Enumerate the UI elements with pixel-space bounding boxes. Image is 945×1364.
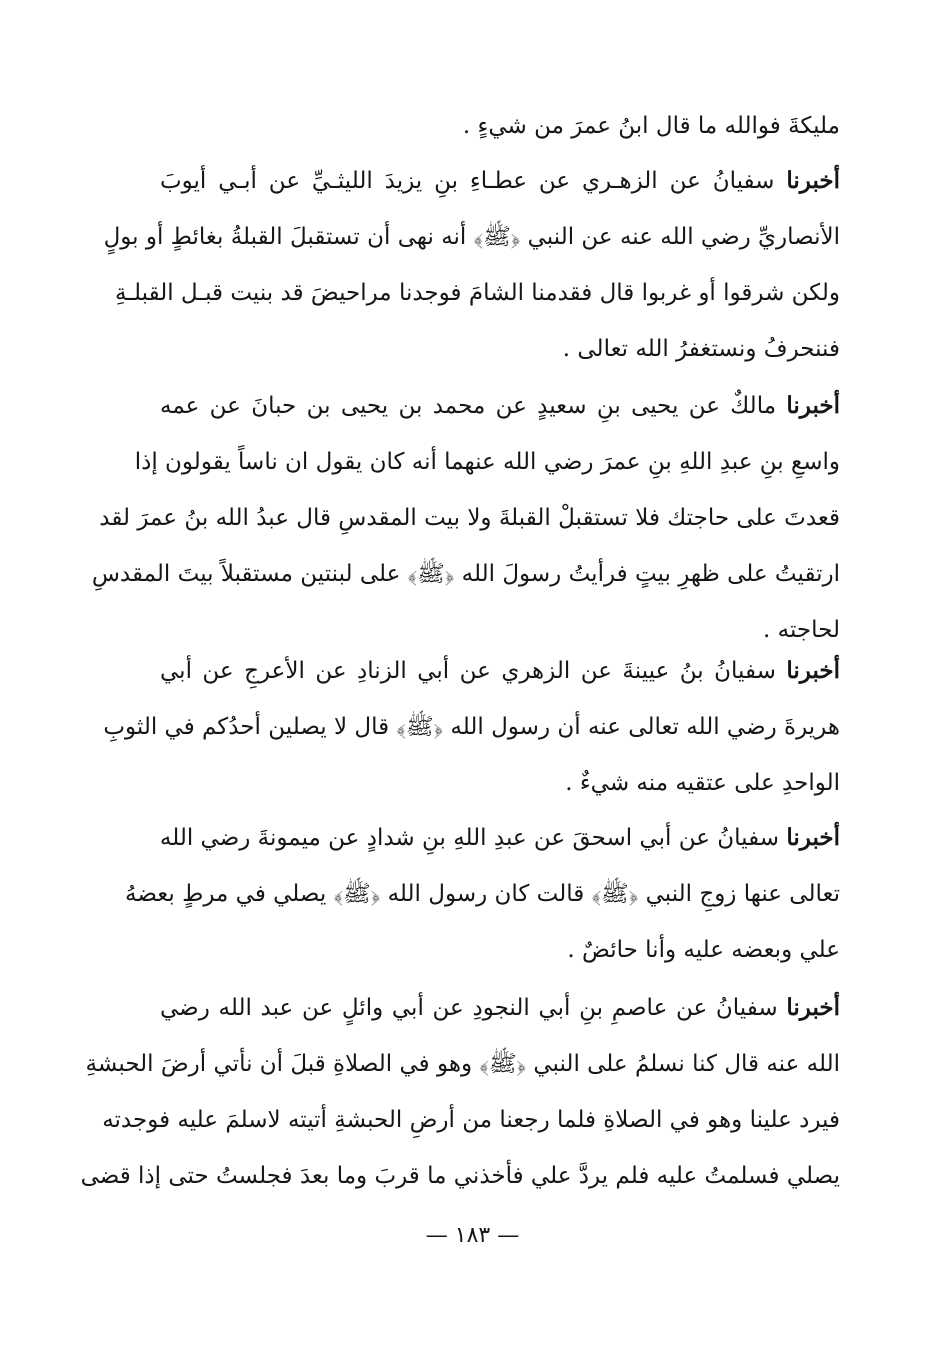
text-line [160, 980, 840, 1036]
text-line-content: سفيانُ بنُ عيينةَ عن الزهري عن أبي الزنادِ عن الأعرجِ عن أبي [160, 658, 776, 684]
hadith-paragraph-2 [91, 378, 841, 658]
text-line [160, 810, 840, 866]
text-line: مليكةَ فوالله ما قال ابنُ عمرَ من شيءٍ . [462, 113, 840, 139]
paragraph-lead: أخبرنا [786, 994, 841, 1021]
text-line: واسعِ بنِ عبدِ اللهِ بنِ عمرَ رضي الله عنهما أنه كان يقول ان ناساً يقولون إذا [134, 449, 840, 475]
hadith-paragraph-1 [103, 153, 840, 377]
text-line: لحاجته . [763, 617, 840, 643]
page-number: — ١٨٣ — [425, 1223, 520, 1248]
paragraph-lead: أخبرنا [786, 392, 841, 419]
text-line: ولكن شرقوا أو غربوا قال فقدمنا الشامَ فوجدنا مراحيضَ قد بنيت قبـل القبلـةِ [114, 280, 840, 306]
text-line: الله عنه قال كنا نسلمُ على النبي ﴿ﷺ﴾ وهو في الصلاةِ قبلَ أن نأتي أرضَ الحبشةِ [85, 1051, 840, 1077]
text-line-content: مالكٌ عن يحيى بنِ سعيدٍ عن محمد بن يحيى بن حبانَ عن عمه [160, 393, 777, 419]
hadith-paragraph-3 [103, 643, 840, 811]
text-line: علي وبعضه عليه وأنا حائضٌ . [567, 937, 840, 963]
text-line: الواحدِ على عتقيه منه شيءٌ . [565, 770, 840, 796]
intro-text [160, 98, 840, 154]
text-line: هريرةَ رضي الله تعالى عنه أن رسول الله ﴿ﷺ﴾ قال لا يصلين أحدُكم في الثوبِ [103, 714, 840, 740]
paragraph-lead: أخبرنا [786, 167, 840, 194]
text-line: قعدتَ على حاجتك فلا تستقبلْ القبلةَ ولا بيت المقدسِ قال عبدُ الله بنُ عمرَ لقد [99, 505, 840, 531]
text-line: يصلي فسلمتُ عليه فلم يردَّ علي فأخذني ما قربَ وما بعدَ فجلستُ حتى إذا قضى [80, 1163, 840, 1189]
text-line: فننحرفُ ونستغفرُ الله تعالى . [562, 336, 840, 362]
text-line-content: سفيانُ عن عاصمِ بنِ أبي النجودِ عن أبي وائلٍ عن عبد الله رضي [160, 995, 778, 1021]
text-line: تعالى عنها زوجِ النبي ﴿ﷺ﴾ قالت كان رسول الله ﴿ﷺ﴾ يصلي في مرطٍ بعضهُ [124, 881, 840, 907]
text-line-content: سفيانُ عن أبي اسحقَ عن عبدِ اللهِ بنِ شدادٍ عن ميمونةَ رضي الله [159, 825, 780, 851]
hadith-paragraph-4 [124, 810, 840, 978]
text-line-content: سفيانُ عن الزهـري عن عطـاءِ بنِ يزيدَ الليثـيِّ عن أبـي أيوبَ [160, 168, 775, 194]
text-line [160, 378, 840, 434]
text-line: ارتقيتُ على ظهرِ بيتٍ فرأيتُ رسولَ الله ﴿ﷺ﴾ على لبنتين مستقبلاً بيتَ المقدسِ [91, 561, 840, 587]
text-line: الأنصاريِّ رضي الله عنه عن النبي ﴿ﷺ﴾ أنه نهى أن تستقبلَ القبلةُ بغائطٍ أو بولٍ [103, 224, 840, 250]
text-line [160, 153, 840, 209]
text-line [160, 643, 840, 699]
text-line: فيرد علينا وهو في الصلاةِ فلما رجعنا من أرضِ الحبشةِ أتيته لاسلمَ عليه فوجدته [102, 1107, 840, 1133]
paragraph-lead: أخبرنا [786, 657, 840, 684]
hadith-paragraph-5 [80, 980, 841, 1204]
paragraph-lead: أخبرنا [786, 824, 840, 851]
